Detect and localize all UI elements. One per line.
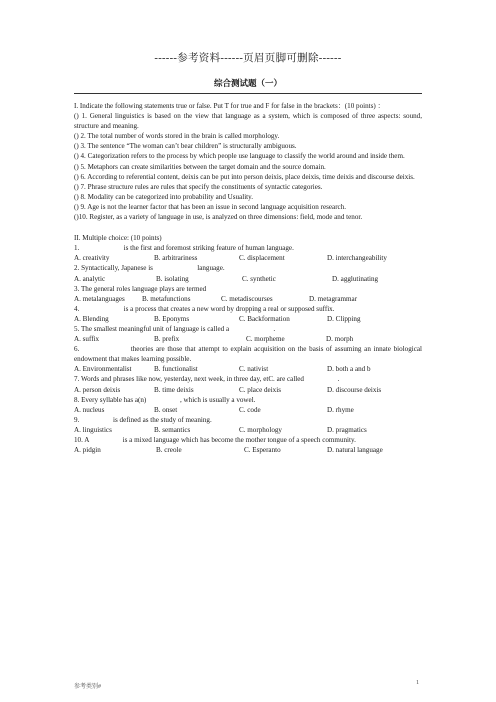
option-b: B. onset xyxy=(154,405,178,414)
option-b: B. functionalist xyxy=(154,365,198,374)
option-c: C. displacement xyxy=(239,254,285,263)
option-c: C. Esperanto xyxy=(244,446,281,455)
mc-options xyxy=(74,253,422,263)
option-a: A. pidgin xyxy=(74,446,101,455)
option-b: B. arbitrariness xyxy=(154,254,198,263)
mc-question-stem: 1. is the first and foremost striking feature of human language. xyxy=(74,244,294,253)
option-c: C. morpheme xyxy=(246,335,285,344)
document-body xyxy=(74,101,422,455)
section1-heading: I. Indicate the following statements true or false. Put T for true and F for false in the brackets：(10 points) ： xyxy=(74,102,385,110)
option-d: D. pragmatics xyxy=(327,425,367,434)
title-divider xyxy=(74,93,422,94)
option-d: D. both a and b xyxy=(327,365,371,374)
mc-question-stem: 9. is defined as the study of meaning. xyxy=(74,415,212,424)
option-a: A. person deixis xyxy=(74,385,121,394)
option-d: D. Clipping xyxy=(327,314,361,323)
option-d: D. natural language xyxy=(327,446,383,455)
option-a: A. Blending xyxy=(74,314,109,323)
tf-item: () 7. Phrase structure rules are rules that specify the constituents of syntactic categories. xyxy=(74,182,323,191)
mc-question-stem: 5. The smallest meaningful unit of language is called a . xyxy=(74,324,276,333)
option-b: B. isolating xyxy=(156,274,189,283)
tf-item: () 1. General linguistics is based on the view that language as a system, which is composed of three aspects: sound, structure and meaning. xyxy=(74,112,422,131)
option-d: D. rhyme xyxy=(327,405,354,414)
mc-question-stem: 10. A is a mixed language which has become the mother tongue of a speech community. xyxy=(74,436,356,444)
mc-options xyxy=(74,274,422,284)
option-c: C. code xyxy=(239,405,261,414)
mc-options xyxy=(74,425,422,435)
mc-options xyxy=(74,445,422,455)
option-c: C. synthetic xyxy=(242,274,276,283)
tf-item: () 4. Categorization refers to the process by which people use language to classify the world around and inside them. xyxy=(74,152,405,161)
mc-question-stem: 4. is a process that creates a new word by dropping a real or supposed suffix. xyxy=(74,304,335,313)
tf-item: () 2. The total number of words stored in the brain is called morphology. xyxy=(74,132,280,141)
option-a: A. linguistics xyxy=(74,425,112,434)
mc-question-stem: 8. Every syllable has a(n) , which is usually a vowel. xyxy=(74,395,256,404)
mc-options xyxy=(74,314,422,324)
page-header: ------参考资料------页眉页脚可删除------ xyxy=(154,53,342,64)
tf-item: () 9. Age is not the learner factor that has been an issue in second language acquisition research. xyxy=(74,202,347,211)
mc-options xyxy=(74,405,422,415)
option-a: A. metalanguages xyxy=(74,294,125,303)
mc-question-stem: 2. Syntactically, Japanese is language. xyxy=(74,264,225,273)
option-d: D. discourse deixis xyxy=(327,385,382,394)
option-b: B. creole xyxy=(156,446,182,455)
option-b: B. Eponyms xyxy=(154,314,190,323)
option-d: D. morph xyxy=(326,335,354,344)
tf-item: () 3. The sentence “The woman can’t bear children” is structurally ambiguous. xyxy=(74,142,297,151)
tf-item: () 5. Metaphors can create similarities between the target domain and the source domain. xyxy=(74,162,326,171)
mc-question-stem: 3. The general roles language plays are termed xyxy=(74,284,207,293)
option-c: C. place deixis xyxy=(239,385,281,394)
option-d: D. interchangeability xyxy=(327,254,387,263)
option-d: D. metagrammar xyxy=(309,294,358,303)
option-a: A. Environmentalist xyxy=(74,365,132,374)
mc-question-stem: 7. Words and phrases like now, yesterday, next week, in three day, etC. are called . xyxy=(74,375,340,384)
mc-options xyxy=(74,385,422,395)
option-a: A. analytic xyxy=(74,274,106,283)
mc-question-stem: 6. theories are those that attempt to explain acquisition on the basis of assuming an innate biological endowment that makes learning possible. xyxy=(74,345,424,364)
option-a: A. creativity xyxy=(74,254,110,263)
mc-options xyxy=(74,334,422,344)
option-b: B. semantics xyxy=(154,425,191,434)
option-c: C. morphology xyxy=(239,425,282,434)
option-d: D. agglutinating xyxy=(332,274,379,283)
option-a: A. nucleus xyxy=(74,405,105,414)
option-a: A. suffix xyxy=(74,335,100,344)
option-c: C. nativist xyxy=(239,365,269,374)
tf-item: ()10. Register, as a variety of language in use, is analyzed on three dimensions: field, mode and tenor. xyxy=(74,213,363,222)
option-b: B. metafunctions xyxy=(142,294,191,303)
section2-heading: II. Multiple choice: (10 points) xyxy=(74,234,162,243)
document-title: 综合测试题（一） xyxy=(213,78,282,88)
option-b: B. time deixis xyxy=(154,385,194,394)
section-gap xyxy=(74,222,422,233)
tf-item: () 8. Modality can be categorized into probability and Usuality. xyxy=(74,192,253,201)
page-number: 1 xyxy=(416,679,420,686)
option-c: C. metadiscourses xyxy=(221,294,273,303)
mc-options xyxy=(74,294,422,304)
tf-item: () 6. According to referential content, deixis can be put into person deixis, place deixis, time deixis and discourse deixis. xyxy=(74,172,415,181)
option-c: C. Backformation xyxy=(239,314,290,323)
option-b: B. prefix xyxy=(154,335,180,344)
footer-label: 参考类别# xyxy=(74,684,102,690)
mc-options xyxy=(74,364,422,374)
